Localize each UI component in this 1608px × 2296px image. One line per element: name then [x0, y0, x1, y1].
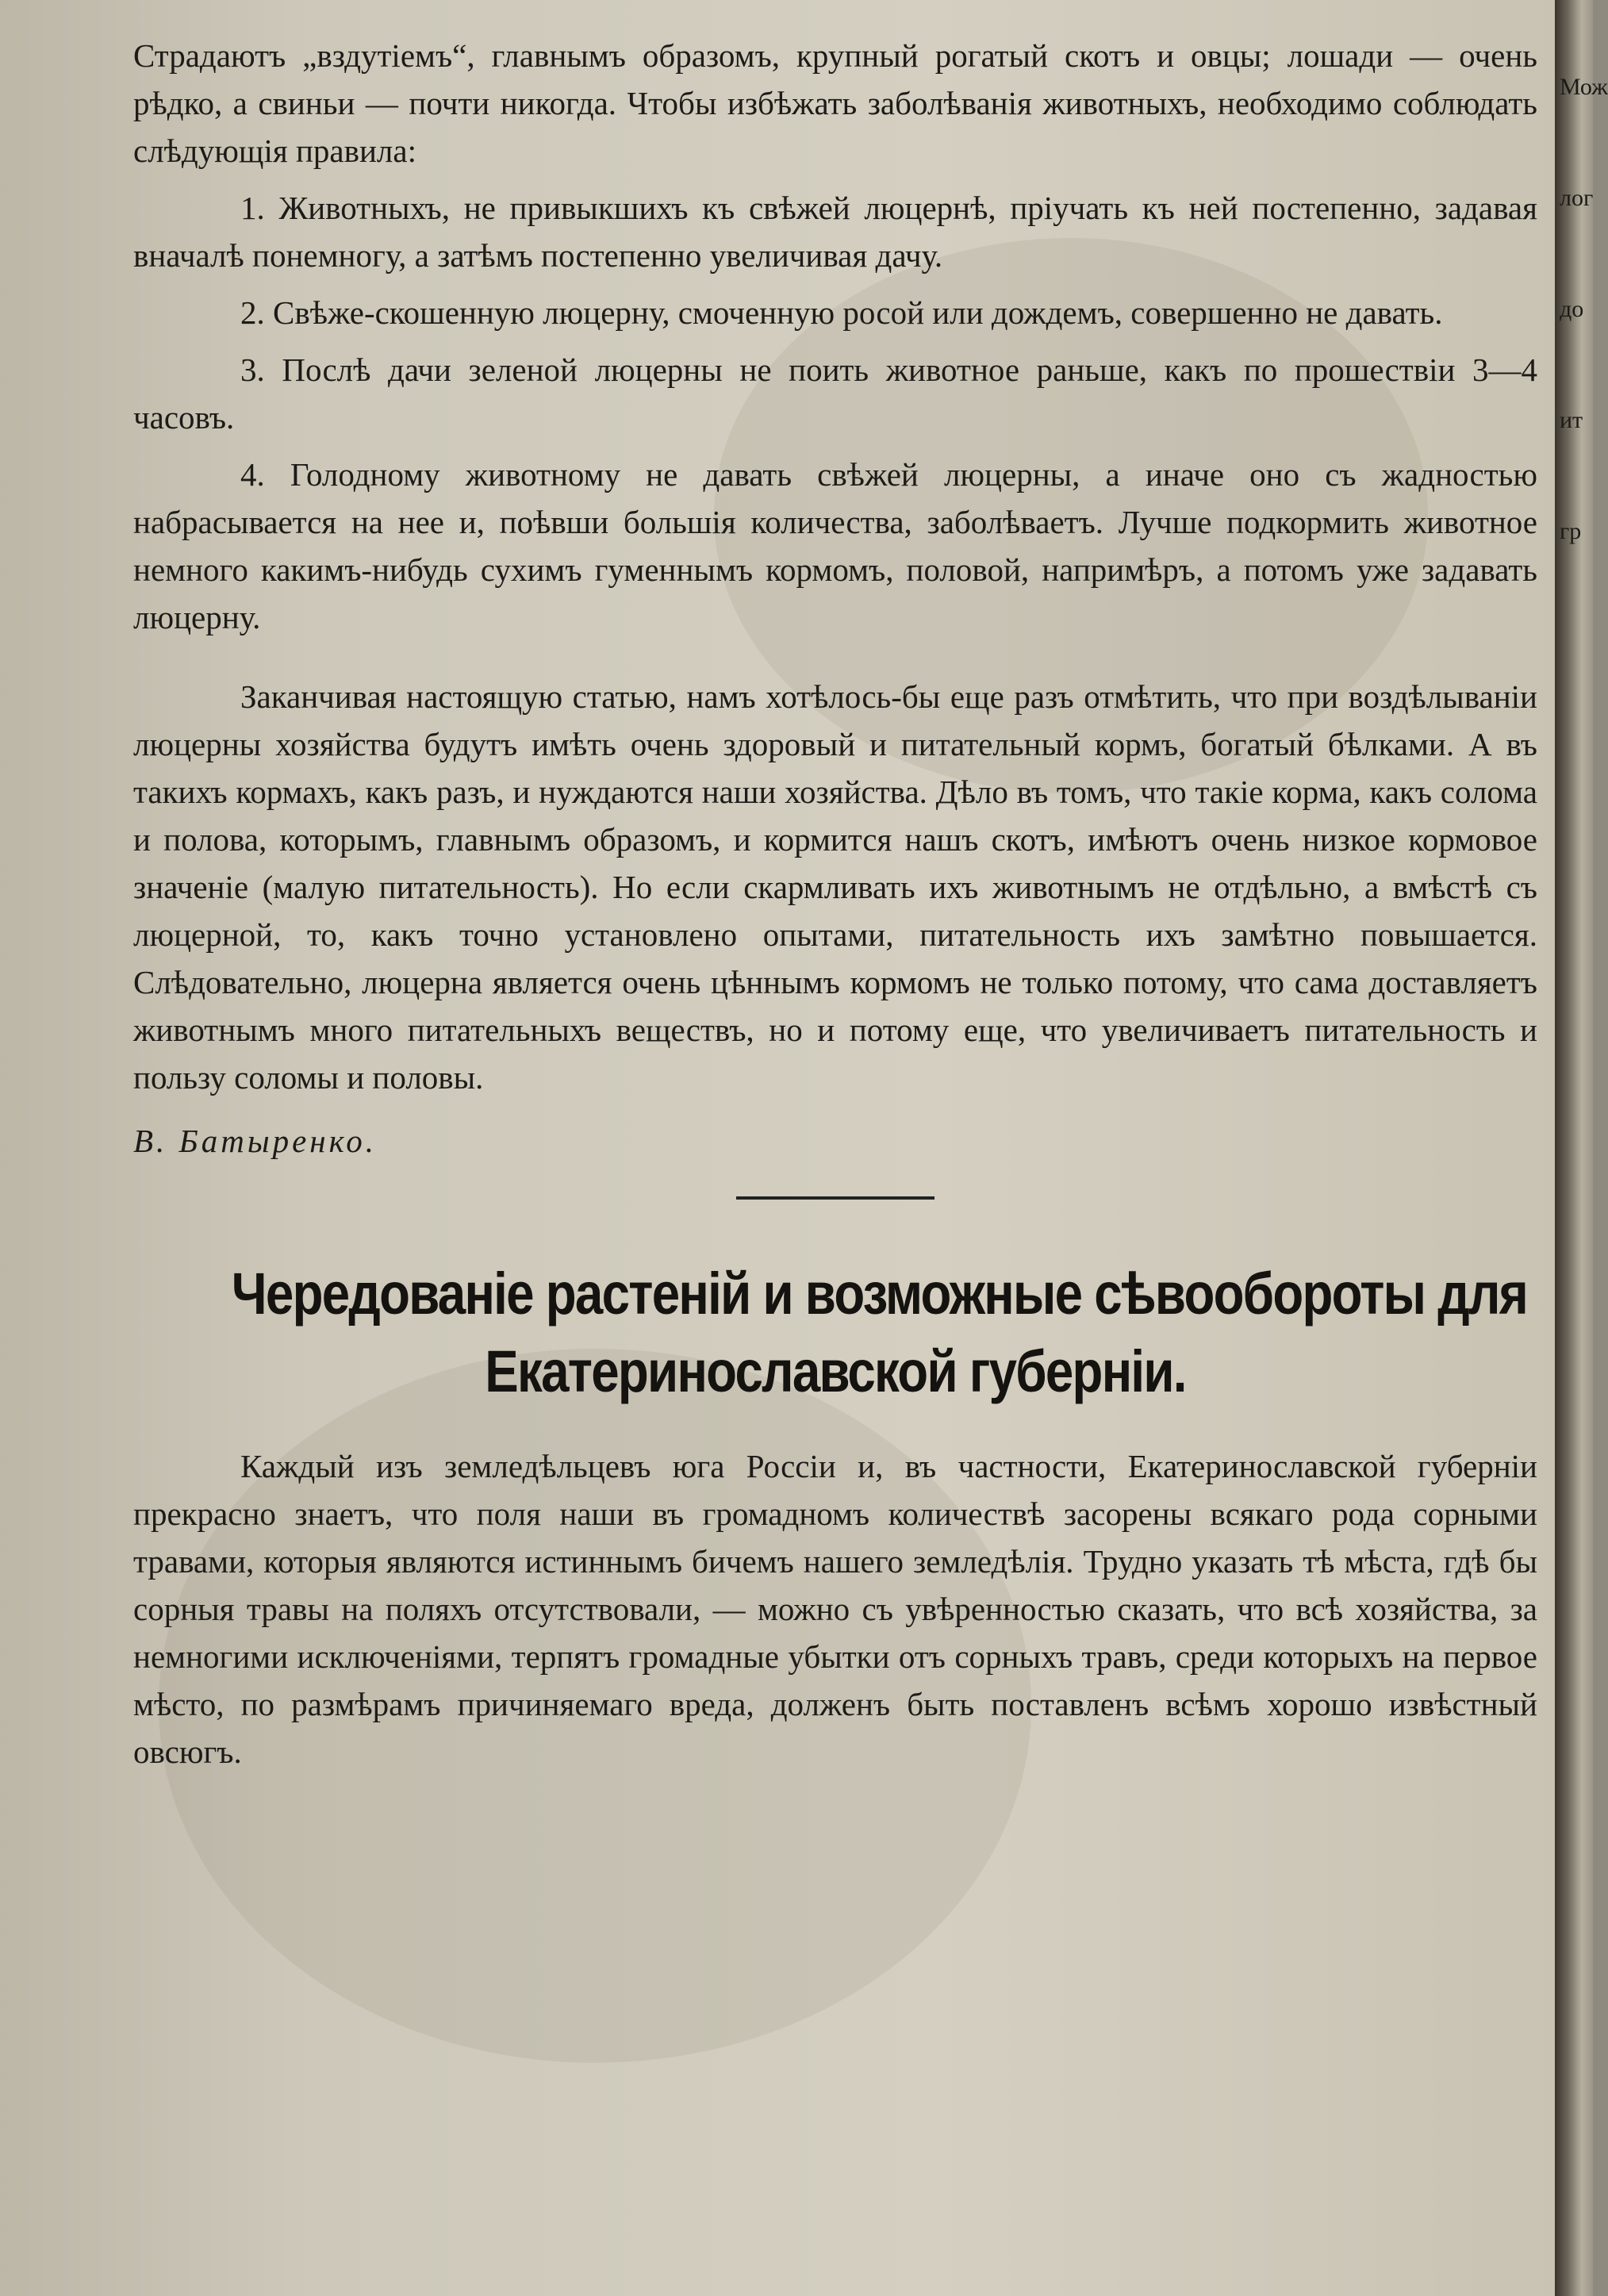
section-heading [231, 1255, 1528, 1411]
section-heading-line-2: Екатеринославской губерніи. [485, 1338, 1186, 1404]
article-text [133, 32, 1537, 1776]
facing-page-text: Мож лог до ит гр [1560, 74, 1608, 544]
top-paragraph: Страдаютъ „вздутіемъ“, главнымъ образомъ, крупный рогатый скотъ и овцы; лошади — очень рѣдко, а свиньи — почти никогда. Чтобы избѣжать заболѣванія животныхъ, необходимо соблюдать слѣдующія правила: [133, 37, 1537, 169]
section-heading-line-1: Чередованіе растеній и возможные сѣвообороты для [231, 1261, 1528, 1327]
author-signature: В. Батыренко. [133, 1123, 378, 1159]
facing-page-edge [1555, 0, 1608, 2296]
closing-paragraph: Заканчивая настоящую статью, намъ хотѣлось-бы еще разъ отмѣтить, что при воздѣлываніи люцерны хозяйства будутъ имѣть очень здоровый и питательный кормъ, богатый бѣлками. А въ такихъ кормахъ, какъ разъ, и нуждаются наши хозяйства. Дѣло въ томъ, что такіе корма, какъ солома и полова, которымъ, главнымъ образомъ, и кормится нашъ скотъ, имѣютъ очень низкое кормовое значеніе (малую питательность). Но если скармливать ихъ животнымъ не отдѣльно, а вмѣстѣ съ люцерной, то, какъ точно установлено опытами, питательность ихъ замѣтно повышается. Слѣдовательно, люцерна является очень цѣннымъ кормомъ не только потому, что сама доставляетъ животнымъ много питательныхъ веществъ, но и потому еще, что увеличиваетъ питательность и пользу соломы и половы. [133, 678, 1537, 1096]
section-divider [736, 1196, 934, 1200]
rule-item-1: 1. Животныхъ, не привыкшихъ къ свѣжей люцернѣ, пріучать къ ней постепенно, задавая вначалѣ понемногу, а затѣмъ постепенно увеличивая дачу. [133, 190, 1537, 274]
section-paragraph: Каждый изъ земледѣльцевъ юга Россіи и, въ частности, Екатеринославской губерніи прекрасно знаетъ, что поля наши въ громадномъ количествѣ засорены всякаго рода сорными травами, которыя являются истиннымъ бичемъ нашего земледѣлія. Трудно указать тѣ мѣста, гдѣ бы сорныя травы на поляхъ отсутствовали, — можно съ увѣренностью сказать, что всѣ хозяйства, за немногими исключеніями, терпятъ громадные убытки отъ сорныхъ травъ, среди которыхъ на первое мѣсто, по размѣрамъ причиняемаго вреда, долженъ быть поставленъ всѣмъ хорошо извѣстный овсюгъ. [133, 1448, 1537, 1770]
rule-item-4: 4. Голодному животному не давать свѣжей люцерны, а иначе оно съ жадностью набрасывается на нее и, поѣвши большія количества, заболѣваетъ. Лучше подкормить животное немного какимъ-нибудь сухимъ гуменнымъ кормомъ, половой, напримѣръ, а потомъ уже задавать люцерну. [133, 456, 1537, 635]
rule-item-3: 3. Послѣ дачи зеленой люцерны не поить животное раньше, какъ по прошествіи 3—4 часовъ. [133, 351, 1537, 436]
rule-item-2: 2. Свѣже-скошенную люцерну, смоченную росой или дождемъ, совершенно не давать. [240, 294, 1443, 331]
